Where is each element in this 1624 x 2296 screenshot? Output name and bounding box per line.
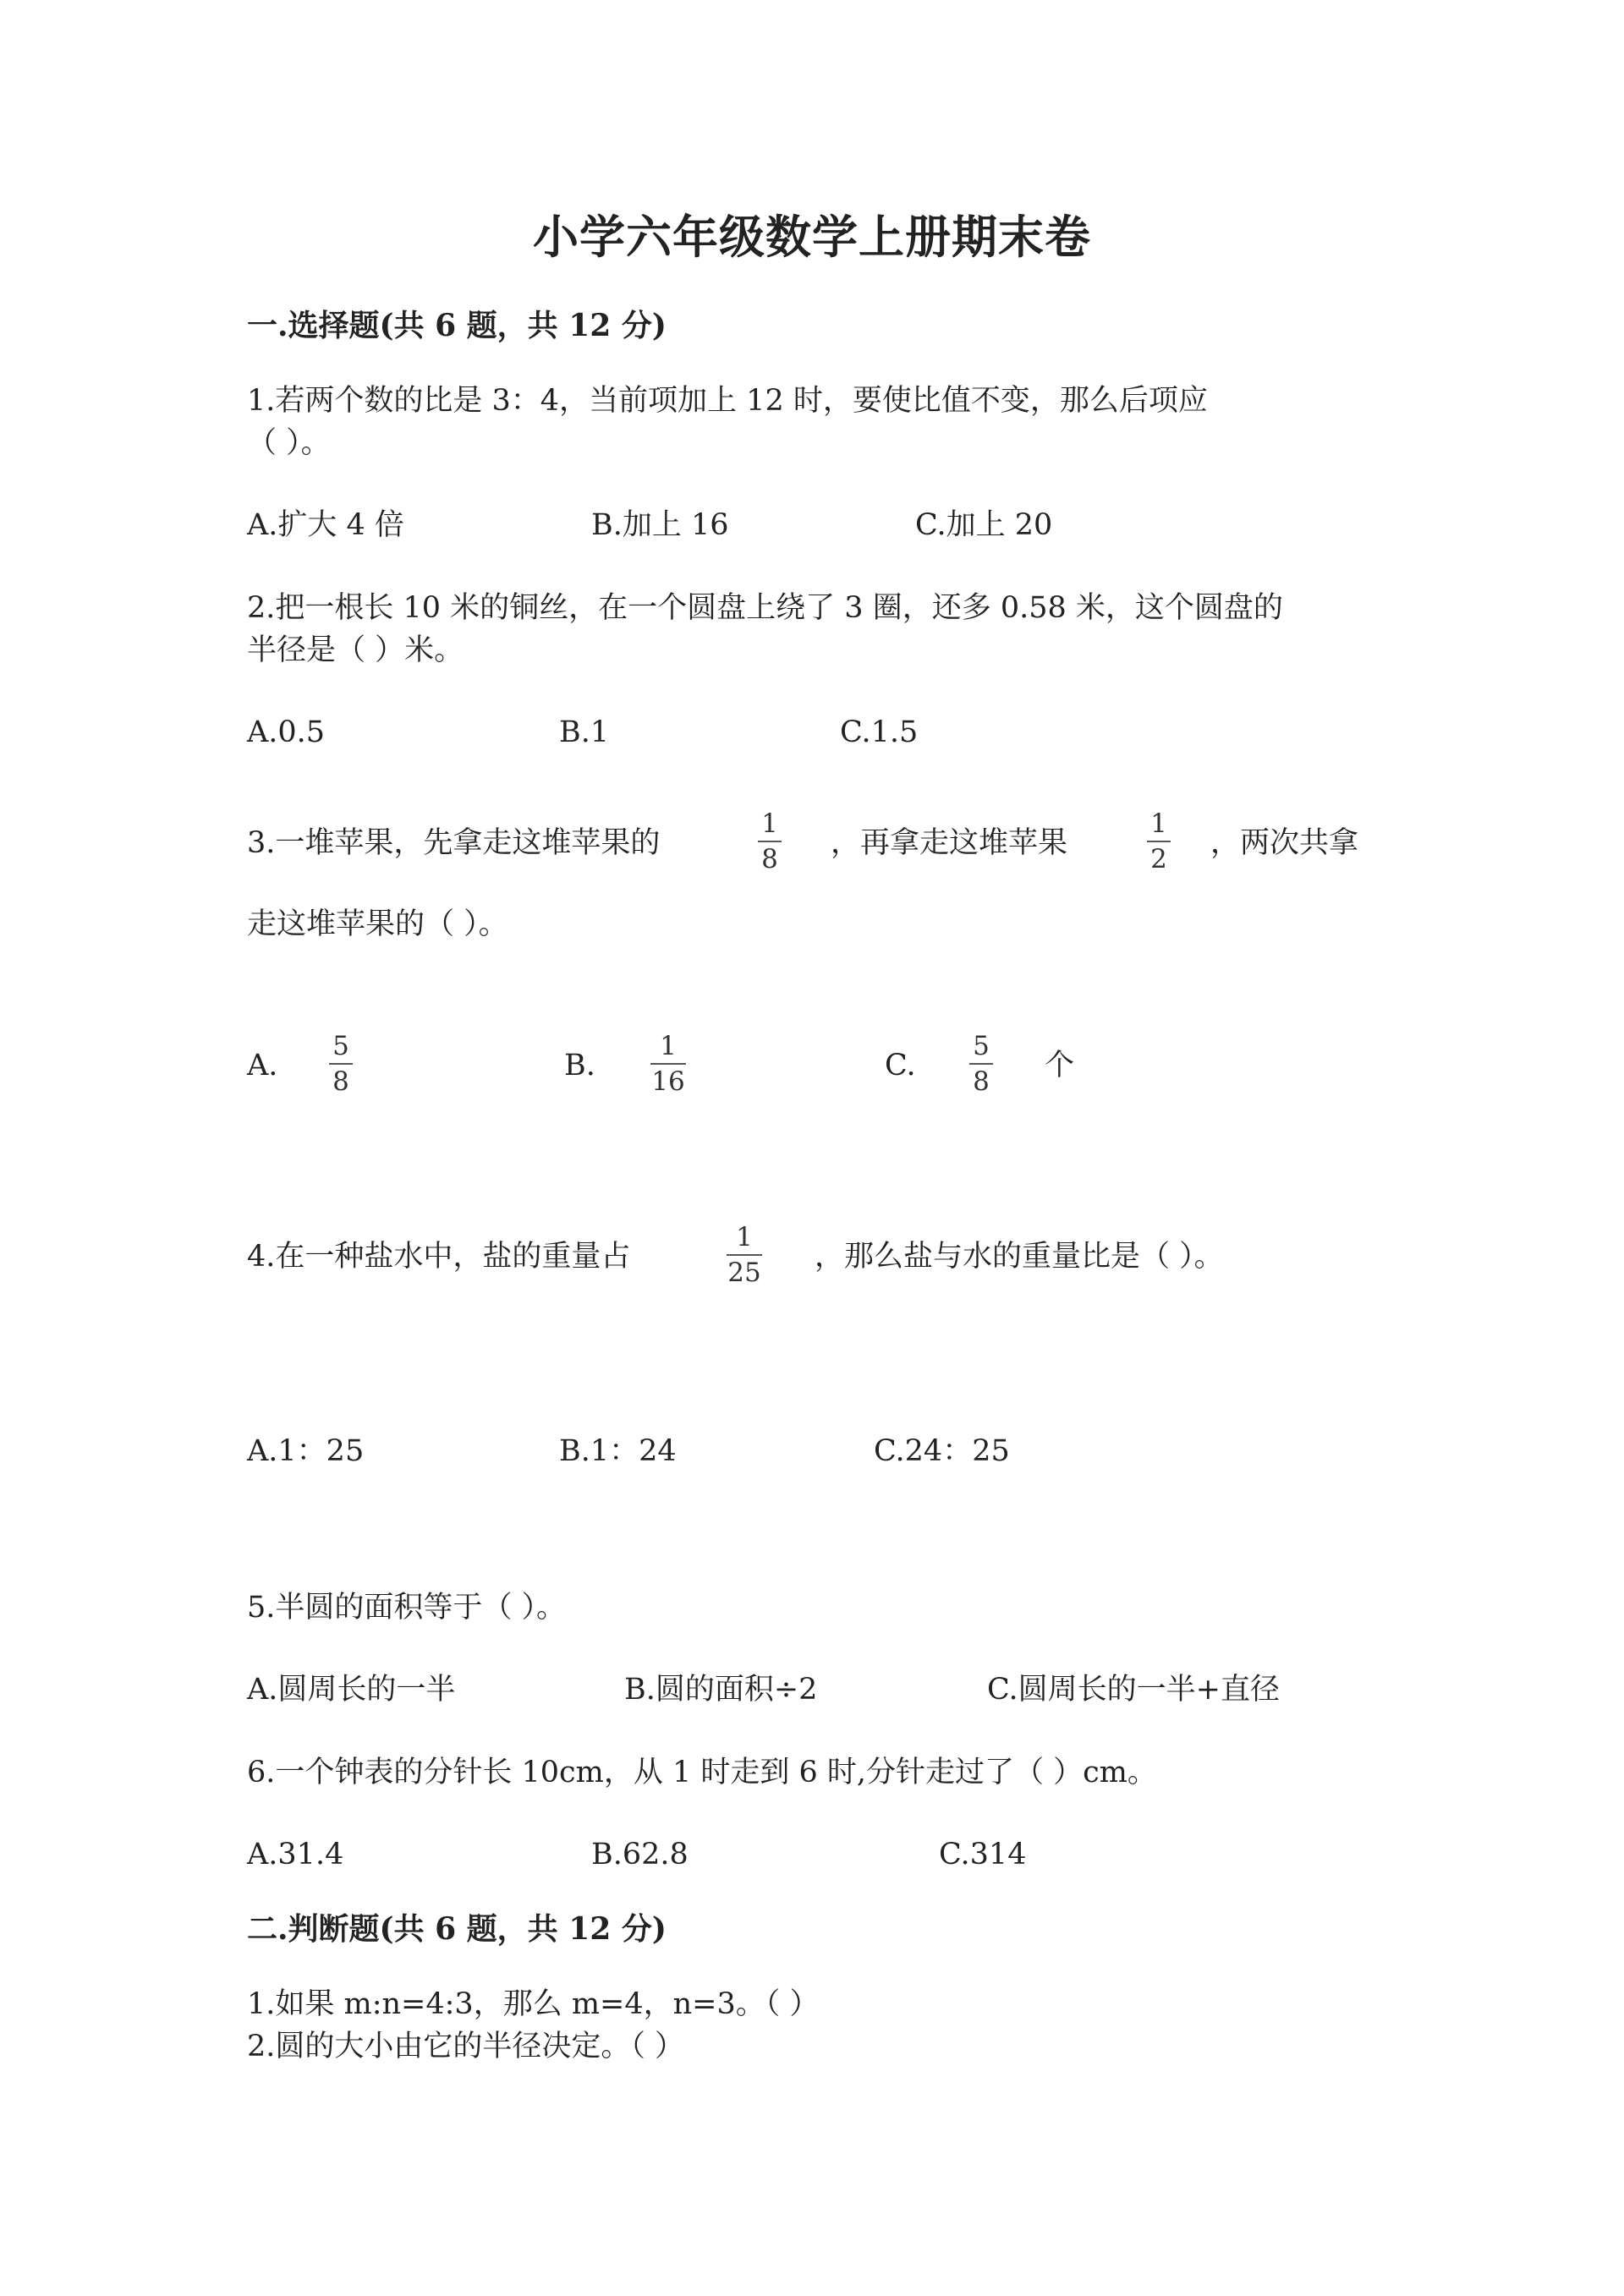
question-5-option-c: C.圆周长的一半+直径 [987, 1673, 1280, 1707]
question-4-option-a: A.1：25 [247, 1434, 365, 1468]
fraction-numerator: 5 [332, 1031, 349, 1061]
question-3-option-b-fraction [650, 1032, 686, 1096]
question-2-option-a: A.0.5 [247, 715, 326, 749]
question-1-text: 1.若两个数的比是 3：4，当前项加上 12 时，要使比值不变，那么后项应 [247, 384, 1208, 418]
question-3-text-part2: ，再拿走这堆苹果 [831, 826, 1068, 860]
fraction-numerator: 1 [736, 1222, 753, 1252]
question-6-option-c: C.314 [939, 1838, 1027, 1871]
fraction-denominator: 8 [973, 1066, 990, 1097]
question-5-option-b: B.圆的面积÷2 [624, 1673, 818, 1707]
fraction-bar [758, 841, 782, 842]
fraction-denominator: 2 [1150, 844, 1167, 874]
fraction-bar [727, 1254, 762, 1256]
question-4-text-part2: ，那么盐与水的重量比是（ ）。 [815, 1240, 1224, 1274]
fraction-denominator: 16 [651, 1066, 685, 1097]
fraction-denominator: 8 [761, 844, 778, 874]
fraction-denominator: 25 [727, 1258, 761, 1288]
question-4-fraction [727, 1223, 762, 1287]
question-1-option-a: A.扩大 4 倍 [247, 508, 404, 542]
question-3-option-c-fraction [969, 1032, 993, 1096]
section-heading-choice: 一.选择题(共 6 题，共 12 分) [247, 308, 667, 343]
question-6-text: 6.一个钟表的分针长 10cm，从 1 时走到 6 时,分针走过了（ ）cm。 [247, 1756, 1157, 1789]
page-title: 小学六年级数学上册期末卷 [533, 210, 1091, 264]
question-3-fraction-1 [758, 809, 782, 874]
fraction-bar [969, 1063, 993, 1065]
question-5-option-a: A.圆周长的一半 [247, 1673, 456, 1707]
question-3-text-part3: ，两次共拿 [1210, 826, 1359, 860]
question-3-option-c-label: C. [885, 1049, 916, 1082]
question-1-blank: （ ）。 [247, 426, 331, 460]
question-6-option-a: A.31.4 [247, 1838, 344, 1871]
fraction-bar [1147, 841, 1171, 842]
question-3-option-b-label: B. [564, 1049, 595, 1082]
true-false-item-1: 1.如果 m:n=4:3，那么 m=4，n=3。（ ） [247, 1987, 820, 2021]
question-3-fraction-2 [1147, 809, 1171, 874]
question-4-text-part1: 4.在一种盐水中，盐的重量占 [247, 1240, 631, 1274]
true-false-item-2: 2.圆的大小由它的半径决定。（ ） [247, 2030, 685, 2063]
fraction-bar [650, 1063, 686, 1065]
question-4-option-b: B.1：24 [559, 1434, 677, 1468]
question-1-option-b: B.加上 16 [591, 508, 729, 542]
question-2-option-c: C.1.5 [840, 715, 919, 749]
question-6-option-b: B.62.8 [591, 1838, 689, 1871]
question-2-text: 2.把一根长 10 米的铜丝，在一个圆盘上绕了 3 圈，还多 0.58 米，这个圆盘的 [247, 591, 1283, 625]
question-3-blank: 走这堆苹果的（ ）。 [247, 907, 508, 941]
fraction-numerator: 1 [761, 808, 778, 839]
question-3-option-a-fraction [329, 1032, 353, 1096]
fraction-numerator: 1 [1150, 808, 1167, 839]
question-1-option-c: C.加上 20 [915, 508, 1053, 542]
question-2-blank: 半径是（ ）米。 [247, 633, 464, 667]
fraction-numerator: 1 [660, 1031, 677, 1061]
fraction-numerator: 5 [973, 1031, 990, 1061]
fraction-bar [329, 1063, 353, 1065]
question-2-option-b: B.1 [559, 715, 610, 749]
section-heading-true-false: 二.判断题(共 6 题，共 12 分) [247, 1911, 667, 1947]
question-3-option-a-label: A. [247, 1049, 278, 1082]
question-5-text: 5.半圆的面积等于（ ）。 [247, 1591, 567, 1625]
question-3-option-c-suffix: 个 [1045, 1049, 1075, 1082]
question-3-text-part1: 3.一堆苹果，先拿走这堆苹果的 [247, 826, 661, 860]
fraction-denominator: 8 [332, 1066, 349, 1097]
question-4-option-c: C.24：25 [874, 1434, 1010, 1468]
